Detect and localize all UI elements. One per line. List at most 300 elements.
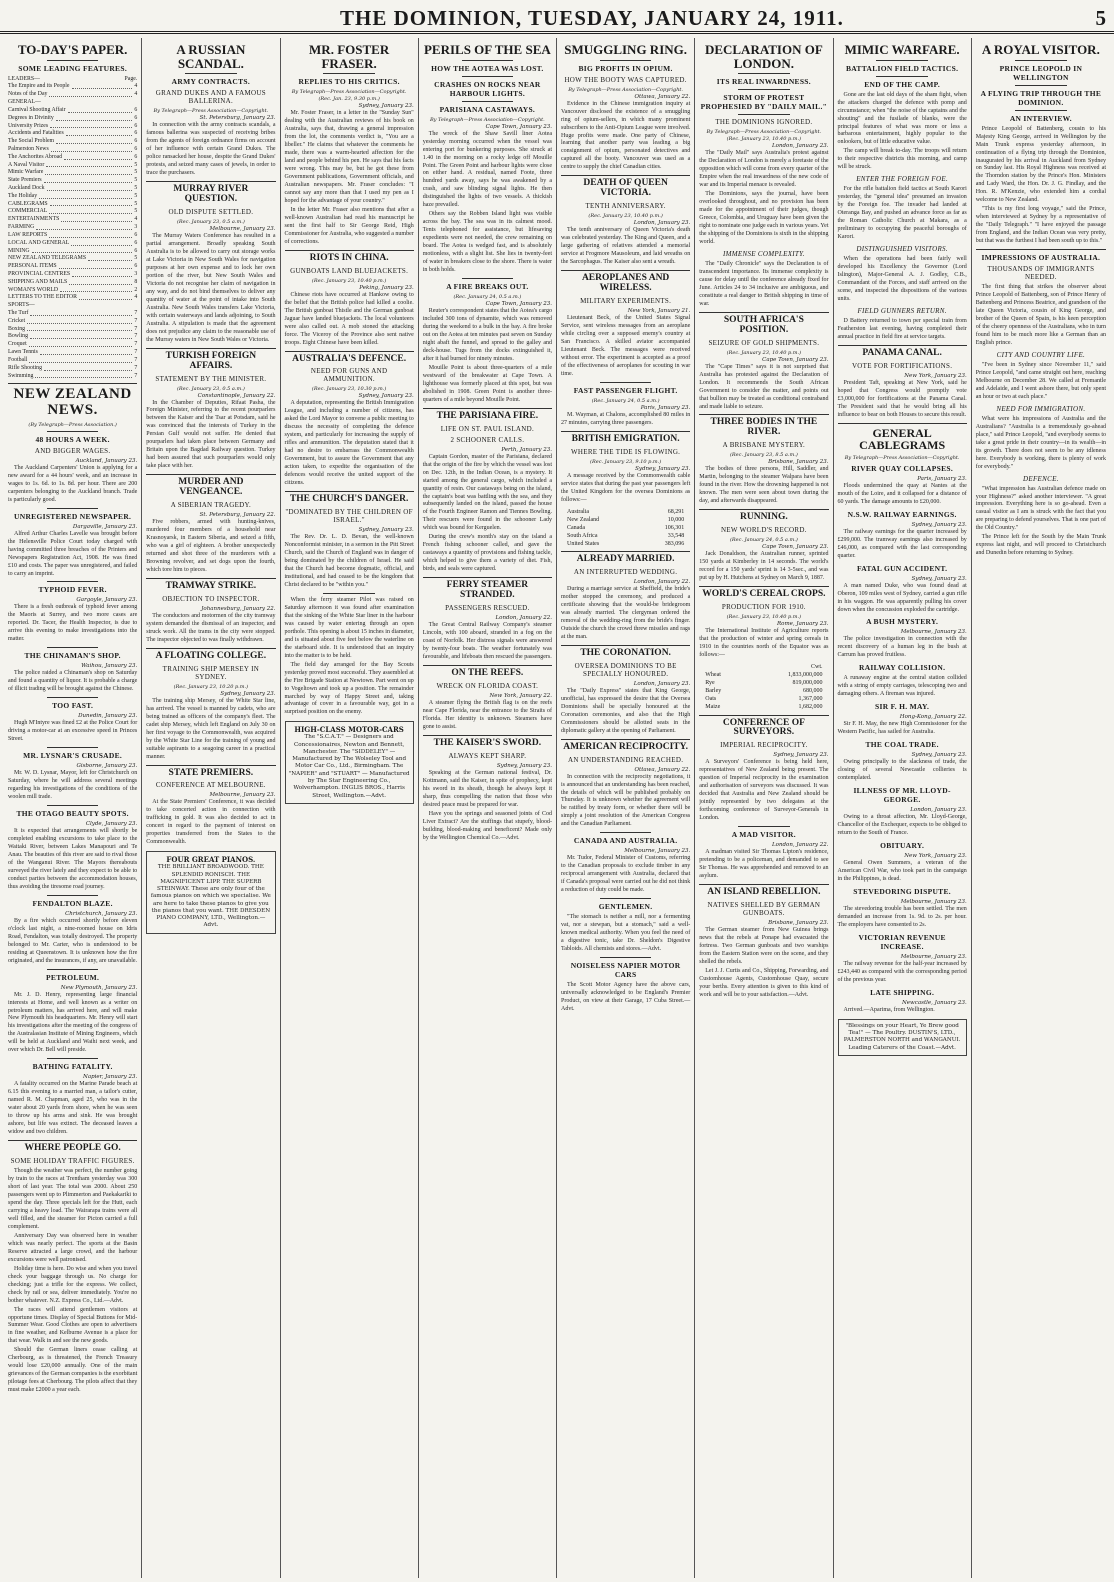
advert-body: THE BRILLIANT BROADWOOD. THE SPLENDID RONISCH. THE MAGNIFICENT LIPP. THE SUPERB STEINWAY. These are only four of the famous pianos on which we specialise. We are here to take these pianos to give you the pianos that you want. THE DRESDEN PIANO COMPANY, LTD., Wellington.—Advt. <box>150 864 271 929</box>
article-subheading: A SIBERIAN TRAGEDY. <box>170 501 252 510</box>
index-entry <box>8 224 137 232</box>
index-entry-page: 5 <box>134 192 138 199</box>
article-paragraph: Should the German liners cease calling at Cherbourg, as is threatened, the French Treasury would lose £20,000 annually. One of the main grievances of the German companies is the exorbitant pilotage fees at Cherbourg. The pilots affect that they must make £2000 a year each. <box>8 1347 138 1394</box>
divider <box>561 270 690 271</box>
index-entry-page: 6 <box>134 153 138 160</box>
article-paragraph: Though the weather was perfect, the number going by train to the races at Trentham yesterday was 300 short of last year. The total was 2000. About 250 passengers went up to Plimmerton and Paekakariki to spend the day. Three specials left for the Hutt, each carrying a heavy load. The Wairarapa trains were all well filled, and the steamer for Picton carried a full complement. <box>8 1168 138 1230</box>
article-subheading: TRAINING SHIP MERSEY IN SYDNEY. <box>162 664 260 681</box>
index-entry-page: 7 <box>134 372 138 379</box>
figure-value: 383,096 <box>664 540 685 547</box>
article-subheading: GRAND DUKES AND A FAMOUS BALLERINA. <box>155 89 266 106</box>
index-entry-page: 6 <box>134 263 138 270</box>
column-8 <box>972 38 1110 1578</box>
index-entry <box>8 302 137 310</box>
index-entry <box>8 255 137 263</box>
article-paragraph: The Prince left for the South by the Main Trunk express last night, and will proceed to Christchurch and Dunedin before returning to Sydney. <box>975 534 1106 557</box>
column-4 <box>419 38 557 1578</box>
article-heading: TYPHOID FEVER. <box>38 585 107 595</box>
advert-body: The "S.C.A.T." — Designers and Concessionaires, Newton and Bennett, Manchester. The "SIDDELEY" — Manufactured by The Wolseley Tool and Motor Car Co., Ltd., Birmingham. The "NAPIER" and "STUART" — Manufactured by The Star Engineering Co., Wolverhampton. INGLIS BROS., Harris Street, Wellington.—Advt. <box>288 734 410 799</box>
dateline: Gargoyle, January 23. <box>76 597 138 604</box>
divider <box>876 60 928 61</box>
index-entry <box>8 365 137 373</box>
article-subheading: VOTE FOR FORTIFICATIONS. <box>851 361 953 370</box>
index-entry <box>8 271 137 279</box>
dateline: Sydney, January 23. <box>496 762 552 769</box>
leader-dots <box>72 271 132 277</box>
index-entry <box>8 333 137 341</box>
article-paragraph: Reuter's correspondent states that the Aotea's cargo included 300 tons of dynamite, which was removed during the weekend to a bulk in the bay. A fire broke out on the Aotea at ten minutes past seven on Sunday night abaft the funnel, and spread to the galley and deck-house. Tugs from the docks extinguished it, after it had burned for ninety minutes. <box>422 308 552 362</box>
article-subheading: STEVEDORING DISPUTE. <box>853 886 951 896</box>
article-headline: FERRY STEAMER STRANDED. <box>446 580 529 601</box>
article-subheading: LIFE ON ST. PAUL ISLAND. <box>440 424 535 433</box>
figure-value: 1,682,000 <box>798 704 823 711</box>
divider <box>185 73 237 74</box>
dateline: London, January 22. <box>633 579 691 586</box>
article-paragraph: In the Chamber of Deputies, Rifaat Pasha, the Foreign Minister, referring to the recent pourparlers between the Kaiser and the Tsar at Potsdam, said he was convinced that the interests of Turkey in the Persian Gulf would not suffer. He denied that pourparlers had taken place between Germany and Britain upon the Bagdad Railway question. Turkey had been assured that such pourparlers would only take place with her. <box>146 399 276 470</box>
index-entry-page: 6 <box>134 145 138 152</box>
leader-dots <box>51 146 133 152</box>
figure-value: 1,833,000,000 <box>788 672 823 679</box>
article-subheading: HOW THE AOTEA WAS LOST. <box>431 63 544 73</box>
article-paragraph: Mr. W. D. Lysnar, Mayor, left for Christchurch on Saturday, where he will address several meetings regarding his investigations of the conditions of the woolen mill trade. <box>8 770 138 801</box>
column-2 <box>142 38 280 1578</box>
dateline: London, January 23. <box>633 680 691 687</box>
article-headline: SMUGGLING RING. <box>564 42 688 57</box>
figure-label: Australia <box>567 508 589 515</box>
article-paragraph: Prince Leopold of Battenberg, cousin to his Majesty King George, arrived in Wellington by the Main Trunk express yesterday afternoon, in continuation of a flying trip through the Dominion, inaugurated by his arrival in Auckland from Sydney on Sunday last. His Royal Highness was received at the Thorndon station by the Prince's Hon. Ministers and Lady Ward, the Hon. Dr. J. G. Findlay, and the Hon. R. M'Kenzie, who extended him a cordial welcome to New Zealand. <box>975 125 1106 204</box>
advertisement <box>838 1019 967 1056</box>
credit-line: By Telegraph—Press Association—Copyright. <box>844 454 960 461</box>
article-paragraph: A deputation, representing the British Immigration League, and including a number of citizens, has asked the Lord Mayor to convene a public meeting to discuss the necessity of completing the defence system, and particularly for increasing the supply of rifles and ammunition. The deputation stated that it had no desire to embarrass the Commonwealth Government, but to assure the Government that any action taken, to expedite the organisation of the defences would receive the united support of the citizens. <box>284 400 414 487</box>
index-entry-label: Football <box>8 356 28 363</box>
advert-heading: FOUR GREAT PIANOS. <box>166 855 256 865</box>
index-entry-page: 5 <box>134 255 138 262</box>
leader-dots <box>60 287 132 293</box>
dateline: Sydney, January 23. <box>911 575 967 582</box>
divider <box>47 747 99 748</box>
credit-line: By Telegraph—Press Association—Copyright. <box>568 86 684 93</box>
advertisement <box>146 851 275 933</box>
figure-value: 680,000 <box>803 688 823 695</box>
article-subheading: A FLYING TRIP THROUGH THE DOMINION. <box>980 88 1102 107</box>
article-paragraph: Floods undermined the quay at Nantes at the mouth of the Loire, and it collapsed for a distance of 60 yards. The damage amounts to £20,000. <box>837 482 967 505</box>
divider <box>8 1140 137 1141</box>
index-entry <box>8 154 137 162</box>
article-paragraph: A Surveyors' Conference is being held here, representatives of New Zealand being present. The question of Imperial reciprocity in the examination and authorisation of surveyors was discussed. It was decided that Australia and New Zealand should be jointly represented by two delegates at the forthcoming conference of Surveyor-Generals in London. <box>699 759 829 822</box>
cereal-figures-rows <box>699 671 828 711</box>
article-paragraph: A man named Duke, who was found dead at Oberon, 109 miles west of Sydney, carried a gun rifle in his waggon. He was apparently pulling his cover down when the concussion exploded the cartridge. <box>837 582 967 613</box>
nz-sub-heading: 48 HOURS A WEEK. <box>35 434 110 444</box>
index-entry <box>8 341 137 349</box>
article-headline: TRAMWAY STRIKE. <box>165 580 257 591</box>
article-headline: THE CORONATION. <box>580 647 671 658</box>
dateline: Paris, January 23. <box>917 475 967 482</box>
article-subheading: SIR F. H. MAY. <box>875 702 930 712</box>
index-entry-label: Cricket <box>8 317 26 324</box>
column-6 <box>695 38 833 1578</box>
article-paragraph: The Murray Waters Conference has resulted in a partial arrangement. Broadly speaking South Australia is to be allowed to carry out storage works at Lake Victoria in New South Wales for navigation purposes at her own expense and to lock her own portion of the river, but New South Wales and Victoria do not recognise her claim of navigation in any way, and do not bind themselves to deliver any quantity of water at the point of intake into South Australia. New South Wales transfers Lake Victoria, with certain waterways and lands adjoining, to South Australia. A stipulation is made that the agreement does not prejudice any claim to the reasonable use of the Murray waters in New South Wales or Victoria. <box>146 233 276 343</box>
dateline: London, January 23. <box>633 220 691 227</box>
article-subheading: "DOMINATED BY THE CHILDREN OF ISRAEL." <box>285 508 413 525</box>
article-subheading: A MAD VISITOR. <box>731 830 796 840</box>
index-entry <box>8 146 137 154</box>
article-paragraph: The Great Central Railway Company's steamer Lincoln, with 100 aboard, stranded in a fog on the coast of Norfolk. Her distress signals were answered by twenty-four boats. The weather fortunately was favourable, and lifeboats then rescued the passengers. <box>422 622 552 661</box>
leader-dots <box>30 310 132 316</box>
index-entry-label: Lawn Tennis <box>8 349 38 356</box>
leader-dots <box>35 373 132 379</box>
index-entry-page: 4 <box>134 294 138 301</box>
newspaper-title: THE DOMINION, TUESDAY, JANUARY 24, 1911. <box>340 6 844 30</box>
divider <box>285 351 414 352</box>
index-entry-label: Carnival Shooting Affair <box>8 106 66 113</box>
emigration-figures-table <box>561 508 690 548</box>
article-headline: AN ISLAND REBELLION. <box>707 887 821 898</box>
divider <box>738 114 790 115</box>
article-headline: ON THE REEFS. <box>451 667 524 678</box>
article-subheading: A BRISBANE MYSTERY. <box>722 441 806 450</box>
index-entry <box>8 130 137 138</box>
index-entry-label: MINING <box>8 247 30 254</box>
leader-dots <box>88 255 132 261</box>
figure-row <box>699 687 828 695</box>
divider <box>47 60 99 61</box>
article-paragraph: Hugh M'Intyre was fined £2 at the Police Court for driving a motor-car at an excessive speed in Princes Street. <box>8 720 138 743</box>
index-entry-page: 4 <box>134 216 138 223</box>
article-heading: PETROLEUM. <box>46 972 100 982</box>
divider <box>146 648 275 649</box>
index-entry <box>8 115 137 123</box>
figure-row <box>699 671 828 679</box>
article-subheading: IMPRESSIONS OF AUSTRALIA. <box>981 253 1101 263</box>
article-paragraph: The police investigation in connection with the recent discovery of a human leg in the bush at Carrum has proved fruitless. <box>837 636 967 659</box>
article-paragraph: Owing principally to the slackness of trade, the closing of several Newcastle collieries is contemplated. <box>837 759 967 782</box>
divider <box>1015 60 1067 61</box>
article-heading: THE OTAGO BEAUTY SPOTS. <box>16 809 129 819</box>
divider <box>423 577 552 578</box>
article-headline: A ROYAL VISITOR. <box>981 42 1100 57</box>
figure-label: New Zealand <box>567 516 600 523</box>
divider <box>423 408 552 409</box>
divider <box>1015 85 1067 86</box>
article-heading: TOO FAST. <box>52 701 94 711</box>
index-entry <box>8 326 137 334</box>
index-entry <box>8 177 137 185</box>
article-subheading: OLD DISPUTE SETTLED. <box>168 208 254 216</box>
figure-value: 819,000,000 <box>792 680 823 687</box>
index-entry-label: Rifle Shooting <box>8 364 42 371</box>
article-paragraph: Let J. J. Curtis and Co., Shipping, Forwarding, and Customhouse Agents, Customhouse Quay, secure your berths. Every attention is given to this kind of work and will be to your satisfaction.—Advt. <box>699 967 829 998</box>
divider <box>285 491 414 492</box>
index-header: LEADERS— Page. <box>8 75 138 82</box>
article-subheading: HOW THE BOOTY WAS CAPTURED. <box>564 75 687 84</box>
index-entry-page: 7 <box>134 349 138 356</box>
article-subheading: OBITUARY. <box>880 841 925 851</box>
article-headline: A FLOATING COLLEGE. <box>155 650 267 661</box>
article-subheading: OBJECTION TO INSPECTOR. <box>162 594 260 603</box>
article-subheading: REPLIES TO HIS CRITICS. <box>298 77 400 87</box>
index-entry-label: State Premiers <box>8 177 42 184</box>
index-entry-page: 8 <box>134 278 138 285</box>
figure-label: Maize <box>705 704 721 711</box>
dateline: Melbourne, January 23. <box>209 226 276 232</box>
article-subheading: GENTLEMEN. <box>598 902 653 912</box>
article-subheading: STORM OF PROTEST PROPHESIED BY "DAILY MAIL." <box>700 93 828 112</box>
leader-dots <box>29 341 133 347</box>
dateline: Rome, January 23. <box>777 621 829 628</box>
article-subheading: VICTORIAN REVENUE INCREASE. <box>858 932 946 951</box>
received-line: (Rec. January 23, 10.40 p.m.) <box>311 277 387 284</box>
credit-line: By Telegraph—Press Association—Copyright. <box>429 116 545 123</box>
article-subheading: A FIRE BREAKS OUT. <box>446 282 529 292</box>
index-entry-label: Degrees in Divinity <box>8 114 54 121</box>
index-entry-label: A Naval Visitor <box>8 161 45 168</box>
divider <box>838 423 967 424</box>
received-line: (Rec. January 23, 10.40 p.m.) <box>588 213 663 220</box>
received-line: (Rec. January 24, 0.5 a.m.) <box>453 294 522 301</box>
dateline: London, January 23. <box>772 143 829 150</box>
article-paragraph: A runaway engine at the central station collided with a string of empty carriages, telescoping two and damaging others. A fireman was injured. <box>837 675 967 698</box>
article-subheading: SEIZURE OF GOLD SHIPMENTS. <box>708 338 820 347</box>
article-subheading: CRASHES ON ROCKS NEAR HARBOUR LIGHTS. <box>434 79 541 98</box>
divider <box>699 715 828 716</box>
divider <box>738 73 790 74</box>
dateline: Sydney, January 23. <box>773 752 829 759</box>
article-subheading: 2 SCHOONER CALLS. <box>450 435 525 444</box>
article-paragraph: Mouille Point is about three-quarters of a mile westward of the breakwater at Cape Town. A lighthouse was formerly placed at this spot, but was abolished in 1908. Green Point is another three-quarters of a mile beyond Mouille Point. <box>422 364 552 403</box>
article-subheading: FATAL GUN ACCIDENT. <box>856 563 948 573</box>
index-entry-page: 7 <box>134 364 138 371</box>
divider <box>47 969 99 970</box>
divider <box>699 884 828 885</box>
article-heading: MR. LYSNAR'S CRUSADE. <box>23 751 123 761</box>
index-entry <box>8 240 137 248</box>
nz-sub-heading-2: AND BIGGER WAGES. <box>34 446 111 455</box>
figure-label: United States <box>567 540 600 547</box>
leader-dots <box>46 162 132 168</box>
article-paragraph: Alfred Arthur Charles Lavelle was brought before the Helensville Police Court today charged with having committed three breaches of the Printers and Newspapers Registration Act, 1908. He was fined £10 and costs. The paper was unregistered, and failed to carry an imprint. <box>8 530 138 577</box>
article-subheading: A BUSH MYSTERY. <box>866 617 939 627</box>
newspaper-columns <box>4 38 1110 1578</box>
received-line: (Rec. January 23, 8.5 a.m.) <box>729 452 798 459</box>
index-entry <box>8 349 137 357</box>
dateline: Newcastle, January 23. <box>901 999 967 1006</box>
article-paragraph: M. Wayman, at Chalons, accomplished 80 miles in 27 minutes, carrying three passengers. <box>561 411 691 426</box>
article-paragraph: The Scott Motor Agency have the above cars, universally acknowledged to be England's Premier Product, on view at their Garage, 17 Cuba Street.—Advt. <box>561 982 691 1012</box>
article-crosshead: ENTER THE FOREIGN FOE. <box>856 175 948 184</box>
index-entry-label: LETTERS TO THE EDITOR <box>8 294 77 301</box>
index-entry <box>8 318 137 326</box>
divider <box>976 249 1106 250</box>
article-subheading: PARISIANA CASTAWAYS. <box>439 104 536 114</box>
divider <box>699 509 828 510</box>
index-entry-label: LOCAL AND GENERAL <box>8 239 70 246</box>
nz-news-heading: NEW ZEALAND NEWS. <box>13 386 132 419</box>
divider <box>47 805 99 806</box>
article-subheading: RIVER QUAY COLLAPSES. <box>851 463 954 473</box>
article-paragraph: The "Daily Express" states that King George, unofficial, has expressed the desire that the Oversea Dominions shall be specially honoured at the Coronation ceremonies, and also that the High Commissioners should be allotted seats in the diplomatic gallery at the opening of Parliament. <box>561 687 691 734</box>
received-line: (Rec. January 23, 9.10 p.m.) <box>590 458 662 465</box>
index-entry-page: 6 <box>134 231 138 238</box>
index-entry-label: The Empire and its People <box>8 83 70 90</box>
divider <box>600 382 652 383</box>
leader-dots <box>56 138 132 144</box>
divider <box>462 60 514 61</box>
figure-row <box>561 508 690 516</box>
article-paragraph: The races will attend gentlemen visitors at opportune times. Display of Special Buttons for Mid-Summer Wear. Good Clothes are open to advertisers in fine weather, and Kelburne Avenue is a place for that wear. Walk in and see the new goods. <box>8 1306 138 1345</box>
article-paragraph: The "Daily Chronicle" says the Declaration is of transcendent importance. Its immense complexity is cause for delay until the conference already fixed for June. Articles 24 to 34 inclusive are ambiguous, and constitute a real danger to British shipping in time of war. <box>699 260 829 307</box>
article-paragraph: Mr. Foster Fraser, in a letter in the "Sunday Sun" dealing with the Australian reviews of his book on Australia, says that, drawing a general impression from the lot, the comments verdict is, "You are a libeller." He claims that whatever the comments he made, there was a warm-hearted affection for the land and people behind his pen. He says that his facts were wrong. This may be, but he got these from Government publications, Government officials, and Australian newspapers. Mr. Fraser concludes: "I cannot say any more than that I used my pen as I hoped for the advantage of your country." <box>284 110 414 204</box>
article-paragraph: Have you the springs and seasoned joints of Cod Liver Extract? Are the stuffings that stupefy, blood-building, blood-making and beneficent? Made only by the Wellington Chemical Co.—Advt. <box>422 810 552 841</box>
index-entry <box>8 185 137 193</box>
article-headline: STATE PREMIERS. <box>168 767 254 778</box>
dateline: St. Petersburg, January 22. <box>199 512 276 519</box>
article-crosshead: CITY AND COUNTRY LIFE. <box>996 350 1086 359</box>
index-entry <box>8 263 137 271</box>
article-subheading: WRECK ON FLORIDA COAST. <box>436 681 539 690</box>
leader-dots <box>40 349 132 355</box>
article-subheading: END OF THE CAMP. <box>864 79 941 89</box>
index-entry-label: Boxing <box>8 325 26 332</box>
advert-heading: HIGH-CLASS MOTOR-CARS <box>294 725 404 735</box>
article-paragraph: President Taft, speaking at New York, said he hoped that Congress would promptly vote £3,000,000 for fortifications at the Panama Canal. The President said that he would bring all his influence to bear on both Houses to secure this result. <box>837 379 967 418</box>
index-entry <box>8 216 137 224</box>
index-entry-label: The Turf <box>8 310 29 317</box>
article-subheading: NATIVES SHELLED BY GERMAN GUNBOATS. <box>707 901 821 918</box>
divider <box>876 76 928 77</box>
article-paragraph: It is expected that arrangements will shortly be completed enabling excursions to take place to the Waitaki River, between Lakes Manapouri and Te Anau. The beauties of this river are said to rival those of the Wanganui River. The Mayors thereabouts surveyed the river lately and they expect to be able to conduct parties between the accommodation houses, thus avoiding the tiresome road journey. <box>8 828 138 890</box>
index-entry-label: The Anchorites Abroad <box>8 153 63 160</box>
index-entry <box>8 357 137 365</box>
article-subheading: AN INTERVIEW. <box>1009 113 1072 123</box>
article-subheading: ARMY CONTRACTS. <box>171 77 251 87</box>
figure-value: 106,301 <box>664 524 685 531</box>
index-entry-page: 6 <box>134 239 138 246</box>
received-line: (Rec. January 24, 0.5 a.m.) <box>729 537 798 544</box>
article-subheading: WHERE THE TIDE IS FLOWING. <box>571 447 681 456</box>
divider <box>462 101 514 102</box>
article-headline: MIMIC WARFARE. <box>844 42 960 57</box>
article-crosshead: DISTINGUISHED VISITORS. <box>856 245 948 254</box>
article-headline: BRITISH EMIGRATION. <box>571 433 680 444</box>
index-entry-label: The Social Problem <box>8 138 55 145</box>
index-entry-page: 4 <box>134 91 138 98</box>
divider <box>561 739 690 740</box>
leader-dots <box>56 115 133 121</box>
divider <box>699 414 828 415</box>
figure-row <box>561 524 690 532</box>
column-3 <box>281 38 419 1578</box>
article-paragraph: The conductors and motormen of the city tramway system demanded the dismissal of an inspector, and struck work. All the trams in the city were stopped. The inspector objected to was finally withdrawn. <box>146 612 276 643</box>
index-entry-label: PERSONAL ITEMS <box>8 263 57 270</box>
figure-row <box>561 516 690 524</box>
figure-value: 1,367,000 <box>798 696 823 703</box>
index-entry-page: 2 <box>134 286 138 293</box>
cereal-figures-table <box>699 663 828 712</box>
article-paragraph: D Battery returned to town per special train from Featherston last evening, having completed their annual practice in field fire at service targets. <box>837 317 967 340</box>
received-line: (Rec. January 23, 10.40 p.m.) <box>726 136 802 143</box>
article-heading: UNREGISTERED NEWSPAPER. <box>14 511 132 521</box>
column-5 <box>557 38 695 1578</box>
index-entry-page: 5 <box>134 169 138 176</box>
dateline: Cape Town, January 23. <box>762 356 829 363</box>
divider <box>146 765 275 766</box>
index-entry-page: 6 <box>134 114 138 121</box>
dateline: Dunedin, January 23. <box>78 713 138 720</box>
index-entry-page: 5 <box>134 185 138 192</box>
article-paragraph: The camp will break to-day. The troops will return to their respective districts this morning, and camp will be struck. <box>837 148 967 171</box>
article-paragraph: The wreck of the Shaw Savill liner Aotea yesterday morning occurred when the vessel was entering port for bunkering purposes. She struck at 1.40 in the morning on a rocky ledge off Mouille Point. The Green Point and harbour lights were close on either hand. A residual, named Foote, three hundred yards away, says he was awakened by a crash, and saw blinding signal lights. He then distinguished the lights of two vessels. A thickish haze prevailed. <box>422 130 552 209</box>
divider <box>561 175 690 176</box>
article-paragraph: During the crew's month's stay on the island a French fishing schooner called, and gave the castaways a quantity of provisions and fishing tackle, which helped to give them a variety of diet. Fish, birds, and seals were captured. <box>422 534 552 573</box>
index-entry-label: Accidents and Fatalities <box>8 130 64 137</box>
index-entry <box>8 248 137 256</box>
received-line: (Rec. January 23, 0.5 a.m.) <box>176 385 245 392</box>
article-headline: DEATH OF QUEEN VICTORIA. <box>583 178 668 199</box>
received-line: (Rec. January 23, 10.40 p.m.) <box>726 614 802 621</box>
article-subheading: RAILWAY COLLISION. <box>858 663 946 673</box>
leader-dots <box>44 177 133 183</box>
article-heading: THE CHINAMAN'S SHOP. <box>24 651 121 661</box>
article-paragraph: Chinese riots have occurred at Hankow owing to the belief that the British police had killed a coolie. The British gunboat Thistle and the German gunboat Jaguar have landed bluejackets. The local volunteers were also called out. A mob stoned the attacking force. The Viceroy of the Province also sent native troops. Eight Chinese have been killed. <box>284 291 414 346</box>
dateline: New York, January 22. <box>489 692 552 699</box>
article-paragraph: Jack Donaldson, the Australian runner, sprinted 150 yards at Kimberley in 14 seconds. The world's record for a 150 yards' sprint is 14 3-5sec., and was put up by H. Hutchens at Sydney on March 9, 1887. <box>699 551 829 582</box>
index-entry-label: SHIPPING AND MAILS <box>8 278 68 285</box>
article-paragraph: General Owen Summers, a veteran of the American Civil War, who took part in the campaign in the Philippines, is dead. <box>837 860 967 882</box>
article-paragraph: A fatality occurred on the Marine Parade beach at 6.15 this evening to a married man, a tailor's cutter, named R. M. Chapman, aged 25, who was in the water about 20 yards from shore, when he was seen to throw up his arms and sink. He was brought ashore, but life was extinct. The deceased leaves a widow and two children. <box>8 1081 138 1136</box>
dateline: Clyde, January 23. <box>85 821 138 828</box>
divider <box>47 431 99 432</box>
article-paragraph: The Auckland Carpenters' Union is applying for a new award for a 44 hours' week, and an increase in wages to 1s. 6d. to 1s. 8d. per hour. There are 200 carpenters belonging to the Auckland branch. Trade is particularly good. <box>8 464 138 503</box>
index-entry-label: LAW REPORTS <box>8 231 48 238</box>
article-headline: THREE BODIES IN THE RIVER. <box>710 417 818 438</box>
dateline: New York, January 23. <box>904 853 967 860</box>
index-entry <box>8 193 137 201</box>
article-paragraph: Sir F. H. May, the new High Commissioner for the Western Pacific, has sailed for Australia. <box>837 721 967 736</box>
divider <box>146 348 275 349</box>
dateline: London, January 23. <box>910 807 967 814</box>
divider <box>462 76 514 77</box>
contents-index <box>8 76 137 381</box>
divider <box>323 73 375 74</box>
leader-dots <box>29 357 132 363</box>
divider <box>462 278 514 279</box>
article-subheading: GUNBOATS LAND BLUEJACKETS. <box>290 266 409 275</box>
article-headline: DECLARATION OF LONDON. <box>704 42 823 71</box>
article-headline: AMERICAN RECIPROCITY. <box>563 741 688 752</box>
todays-paper-heading: TO-DAY'S PAPER. <box>17 42 128 57</box>
article-paragraph: Anniversary Day was observed here in weather which was nearly perfect. The sports at the Basin Reserve attracted a large crowd, and the harbour excursions were well patronised. <box>8 1232 138 1263</box>
index-entry-page: 7 <box>134 356 138 363</box>
received-line: (Rec. January 23, 10.30 p.m.) <box>311 386 387 393</box>
dateline: St. Petersburg, January 23. <box>199 115 276 122</box>
article-headline: AEROPLANES AND WIRELESS. <box>581 273 670 294</box>
article-paragraph: The stevedoring trouble has been settled. The men demanded an increase from 1s. 9d. to 2s. per hour. The employers have consented to 2s. <box>837 905 967 928</box>
article-subheading: NEED FOR GUNS AND AMMUNITION. <box>310 367 388 384</box>
index-entry-page: 5 <box>134 208 138 215</box>
article-headline: RIOTS IN CHINA. <box>309 252 389 263</box>
article-subheading: CANADA AND AUSTRALIA. <box>573 836 678 846</box>
article-subheading: THE DOMINIONS IGNORED. <box>715 118 813 127</box>
divider <box>47 508 99 509</box>
dateline: Peking, January 23. <box>359 284 414 291</box>
article-headline: SOUTH AFRICA'S POSITION. <box>723 314 804 335</box>
article-paragraph: The "Daily Mail" says Australia's protest against the Declaration of London is merely a foretaste of the opposition which will come from every quarter of the Empire when the real inwardness of the new code of war and its Imperial menace is revealed. <box>699 150 829 189</box>
article-paragraph: Five robbers, armed with hunting-knives, murdered four members of a household near Krasnoyarsk, in Eastern Siberia, and seized a fifth, who was a girl of eighteen. A brother unexpectedly returned and shot three of the murderers with a Browning revolver, and set dogs upon the fourth, which tore him to pieces. <box>146 519 276 573</box>
article-paragraph: For the rifle battalion field tactics at South Karori yesterday, the "general idea" presumed an invasion by the Foreign foe. The invader had landed at Oteranga Bay, and pushed an advance force as far as the Roman Catholic Church at Makara, as a preliminary to occupying the peaceful boroughs of Karori. <box>837 186 967 241</box>
article-paragraph: The bodies of three persons, Hill, Saddler, and Martin, belonging to the steamer Walpara have been found in the river. How the drowning happened is not known. The men were seen about town during the day, and afterwards disappeared. <box>699 466 829 505</box>
article-subheading: MILITARY EXPERIMENTS. <box>580 297 672 306</box>
dateline: Sydney, January 23. <box>220 690 276 697</box>
